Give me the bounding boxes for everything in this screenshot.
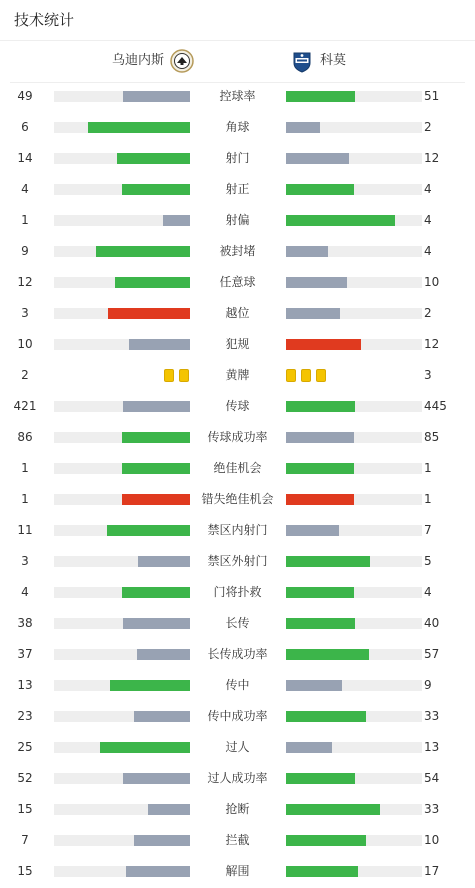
home-stat-value: 10 [17, 337, 33, 351]
home-stat-value: 6 [21, 120, 29, 134]
away-stat-bar [286, 339, 422, 350]
home-stat-bar [54, 804, 190, 815]
stat-label: 长传 [225, 616, 250, 630]
home-stat-value: 1 [21, 213, 29, 227]
home-team-name: 乌迪内斯 [112, 53, 165, 68]
away-stat-value: 12 [424, 337, 440, 351]
home-stat-value: 23 [17, 709, 33, 723]
stat-label: 射正 [225, 182, 250, 196]
away-team-name: 科莫 [320, 53, 347, 68]
stat-row [0, 143, 475, 174]
home-stat-bar [54, 525, 190, 536]
away-stat-value: 4 [424, 213, 432, 227]
yellow-card-icon [301, 369, 311, 382]
home-stat-value: 1 [21, 461, 29, 475]
home-stat-bar [54, 494, 190, 505]
away-stat-value: 10 [424, 275, 440, 289]
away-stat-bar [286, 432, 422, 443]
home-stat-value: 14 [17, 151, 33, 165]
stat-label: 射门 [225, 151, 250, 165]
home-stat-value: 11 [17, 523, 33, 537]
away-stat-bar [286, 184, 422, 195]
away-stat-value: 7 [424, 523, 432, 537]
section-title: 技术统计 [14, 11, 75, 29]
home-stat-bar-fill [88, 122, 190, 133]
title-divider [0, 40, 475, 41]
stat-label: 长传成功率 [207, 647, 268, 661]
stat-row [0, 701, 475, 732]
stat-row [0, 546, 475, 577]
home-stat-bar-fill [110, 680, 190, 691]
stat-label: 控球率 [219, 89, 256, 103]
stat-label: 过人 [225, 740, 250, 754]
home-stat-bar-fill [115, 277, 190, 288]
home-stat-bar [54, 339, 190, 350]
stat-label: 禁区外射门 [207, 554, 268, 568]
away-stat-bar-fill [286, 866, 358, 877]
yellow-card-icon [316, 369, 326, 382]
away-stat-bar [286, 680, 422, 691]
stats-list [0, 81, 475, 887]
stat-row [0, 825, 475, 856]
home-stat-bar-fill [123, 773, 190, 784]
away-stat-value: 3 [424, 368, 432, 382]
away-stat-value: 4 [424, 244, 432, 258]
home-stat-bar-fill [129, 339, 190, 350]
stat-row [0, 205, 475, 236]
home-stat-bar [54, 618, 190, 629]
away-stat-bar [286, 215, 422, 226]
away-stat-bar [286, 401, 422, 412]
home-stat-bar [54, 866, 190, 877]
stat-label: 绝佳机会 [213, 461, 262, 475]
away-stat-bar-fill [286, 184, 354, 195]
away-stat-value: 2 [424, 120, 432, 134]
stat-label: 错失绝佳机会 [201, 492, 274, 506]
home-stat-bar-fill [123, 401, 190, 412]
home-stat-bar-fill [138, 556, 190, 567]
home-stat-bar [54, 184, 190, 195]
away-stat-bar [286, 556, 422, 567]
away-stat-bar-fill [286, 773, 355, 784]
home-stat-bar [54, 215, 190, 226]
stat-row [0, 81, 475, 112]
away-stat-bar-fill [286, 556, 370, 567]
away-stat-bar [286, 494, 422, 505]
stat-label: 门将扑救 [213, 585, 262, 599]
home-stat-bar [54, 835, 190, 846]
away-stat-value: 5 [424, 554, 432, 568]
stat-label: 禁区内射门 [207, 523, 268, 537]
stat-label: 传球 [225, 399, 250, 413]
home-stat-bar [54, 246, 190, 257]
stat-row [0, 174, 475, 205]
away-stat-bar [286, 277, 422, 288]
away-stat-bar-fill [286, 587, 354, 598]
away-stat-bar-fill [286, 277, 347, 288]
away-stat-value: 17 [424, 864, 440, 878]
away-stat-value: 4 [424, 585, 432, 599]
stat-row [0, 329, 475, 360]
away-stat-bar-fill [286, 835, 366, 846]
away-yellow-cards [286, 369, 326, 382]
away-stat-value: 10 [424, 833, 440, 847]
home-stat-bar-fill [163, 215, 190, 226]
stat-row [0, 298, 475, 329]
stat-row [0, 391, 475, 422]
away-stat-bar-fill [286, 339, 361, 350]
away-stat-bar-fill [286, 432, 354, 443]
away-stat-value: 57 [424, 647, 440, 661]
home-stat-bar [54, 587, 190, 598]
away-stat-bar-fill [286, 91, 355, 102]
home-stat-bar-fill [122, 432, 190, 443]
away-stat-value: 445 [424, 399, 447, 413]
home-stat-bar [54, 711, 190, 722]
away-stat-bar [286, 463, 422, 474]
home-stat-value: 86 [17, 430, 33, 444]
stat-row [0, 112, 475, 143]
stat-label: 拦截 [225, 833, 250, 847]
stat-label: 过人成功率 [207, 771, 268, 785]
stat-row [0, 639, 475, 670]
home-stat-bar-fill [134, 835, 190, 846]
away-stat-value: 1 [424, 492, 432, 506]
home-stat-value: 3 [21, 554, 29, 568]
home-stat-bar [54, 91, 190, 102]
stat-row [0, 236, 475, 267]
home-stat-bar [54, 432, 190, 443]
away-stat-bar [286, 91, 422, 102]
away-stat-bar-fill [286, 711, 366, 722]
home-stat-value: 4 [21, 182, 29, 196]
away-stat-bar [286, 246, 422, 257]
away-stat-bar-fill [286, 525, 339, 536]
home-stat-value: 25 [17, 740, 33, 754]
home-stat-bar-fill [126, 866, 190, 877]
home-stat-bar-fill [100, 742, 190, 753]
stat-label: 黄牌 [225, 368, 250, 382]
home-stat-bar-fill [137, 649, 190, 660]
stat-label: 抢断 [225, 802, 250, 816]
home-stat-bar [54, 680, 190, 691]
away-stat-bar [286, 773, 422, 784]
away-stat-bar-fill [286, 618, 355, 629]
away-stat-bar [286, 525, 422, 536]
stat-row [0, 794, 475, 825]
home-stat-bar [54, 649, 190, 660]
home-stat-bar-fill [123, 91, 190, 102]
stat-label: 传球成功率 [207, 430, 268, 444]
stat-row [0, 422, 475, 453]
stat-row [0, 484, 475, 515]
home-stat-value: 421 [13, 399, 37, 413]
away-stat-value: 1 [424, 461, 432, 475]
away-stat-bar-fill [286, 308, 340, 319]
stat-label: 犯规 [225, 337, 250, 351]
home-yellow-cards [164, 369, 189, 382]
yellow-card-icon [286, 369, 296, 382]
home-stat-bar-fill [122, 184, 190, 195]
away-stat-bar [286, 308, 422, 319]
away-stat-value: 12 [424, 151, 440, 165]
home-stat-bar-fill [122, 463, 190, 474]
away-stat-bar [286, 804, 422, 815]
away-stat-bar-fill [286, 494, 354, 505]
away-stat-value: 9 [424, 678, 432, 692]
home-stat-bar [54, 742, 190, 753]
home-stat-value: 37 [17, 647, 33, 661]
home-stat-value: 15 [17, 802, 33, 816]
stat-row [0, 577, 475, 608]
away-stat-value: 51 [424, 89, 440, 103]
home-stat-bar-fill [107, 525, 190, 536]
home-stat-value: 7 [21, 833, 29, 847]
away-stat-bar-fill [286, 401, 355, 412]
stat-row [0, 732, 475, 763]
home-stat-bar-fill [117, 153, 190, 164]
stat-label: 任意球 [219, 275, 256, 289]
home-stat-bar-fill [122, 494, 190, 505]
away-stat-bar [286, 742, 422, 753]
home-stat-value: 38 [17, 616, 33, 630]
home-stat-value: 49 [17, 89, 33, 103]
home-stat-bar [54, 153, 190, 164]
home-stat-value: 52 [17, 771, 33, 785]
away-stat-bar [286, 649, 422, 660]
away-stat-bar [286, 618, 422, 629]
home-stat-value: 1 [21, 492, 29, 506]
home-stat-bar-fill [122, 587, 190, 598]
home-stat-bar [54, 122, 190, 133]
away-stat-bar-fill [286, 122, 320, 133]
away-stat-value: 4 [424, 182, 432, 196]
stat-row [0, 360, 475, 391]
away-stat-value: 13 [424, 740, 440, 754]
udinese-crest-icon [170, 49, 194, 73]
home-stat-value: 9 [21, 244, 29, 258]
away-stat-bar-fill [286, 215, 395, 226]
away-stat-value: 85 [424, 430, 440, 444]
como-crest-icon [290, 49, 314, 73]
home-stat-bar-fill [96, 246, 190, 257]
away-stat-bar [286, 711, 422, 722]
yellow-card-icon [164, 369, 174, 382]
home-stat-bar [54, 401, 190, 412]
stat-label: 角球 [225, 120, 250, 134]
away-stat-value: 33 [424, 802, 440, 816]
home-stat-value: 3 [21, 306, 29, 320]
away-stat-bar [286, 866, 422, 877]
home-stat-value: 4 [21, 585, 29, 599]
home-stat-bar-fill [108, 308, 190, 319]
home-stat-bar [54, 277, 190, 288]
away-stat-bar [286, 587, 422, 598]
away-stat-value: 2 [424, 306, 432, 320]
stat-row [0, 608, 475, 639]
stat-label: 越位 [225, 306, 250, 320]
away-stat-bar [286, 835, 422, 846]
stat-label: 射偏 [225, 213, 250, 227]
stat-row [0, 267, 475, 298]
home-stat-value: 12 [17, 275, 33, 289]
away-stat-bar-fill [286, 742, 332, 753]
stat-row [0, 453, 475, 484]
home-stat-bar [54, 308, 190, 319]
home-stat-value: 15 [17, 864, 33, 878]
home-stat-value: 2 [21, 368, 29, 382]
stat-label: 传中成功率 [207, 709, 268, 723]
away-stat-bar-fill [286, 804, 380, 815]
stat-label: 被封堵 [219, 244, 256, 258]
home-team[interactable] [112, 48, 194, 74]
home-stat-bar-fill [134, 711, 190, 722]
away-stat-value: 33 [424, 709, 440, 723]
stat-label: 传中 [225, 678, 250, 692]
home-stat-bar-fill [123, 618, 190, 629]
stat-row [0, 515, 475, 546]
yellow-card-icon [179, 369, 189, 382]
away-stat-bar-fill [286, 680, 342, 691]
away-stat-bar-fill [286, 649, 369, 660]
away-stat-value: 54 [424, 771, 440, 785]
away-stat-bar-fill [286, 153, 349, 164]
away-stat-bar-fill [286, 463, 354, 474]
home-stat-bar [54, 556, 190, 567]
away-stat-bar [286, 122, 422, 133]
stat-row [0, 763, 475, 794]
home-stat-value: 13 [17, 678, 33, 692]
away-stat-bar-fill [286, 246, 328, 257]
stat-label: 解围 [225, 864, 250, 878]
stat-row [0, 856, 475, 887]
away-team[interactable] [290, 48, 346, 74]
home-stat-bar-fill [148, 804, 190, 815]
home-stat-bar [54, 773, 190, 784]
away-stat-bar [286, 153, 422, 164]
home-stat-bar [54, 463, 190, 474]
stat-row [0, 670, 475, 701]
away-stat-value: 40 [424, 616, 440, 630]
